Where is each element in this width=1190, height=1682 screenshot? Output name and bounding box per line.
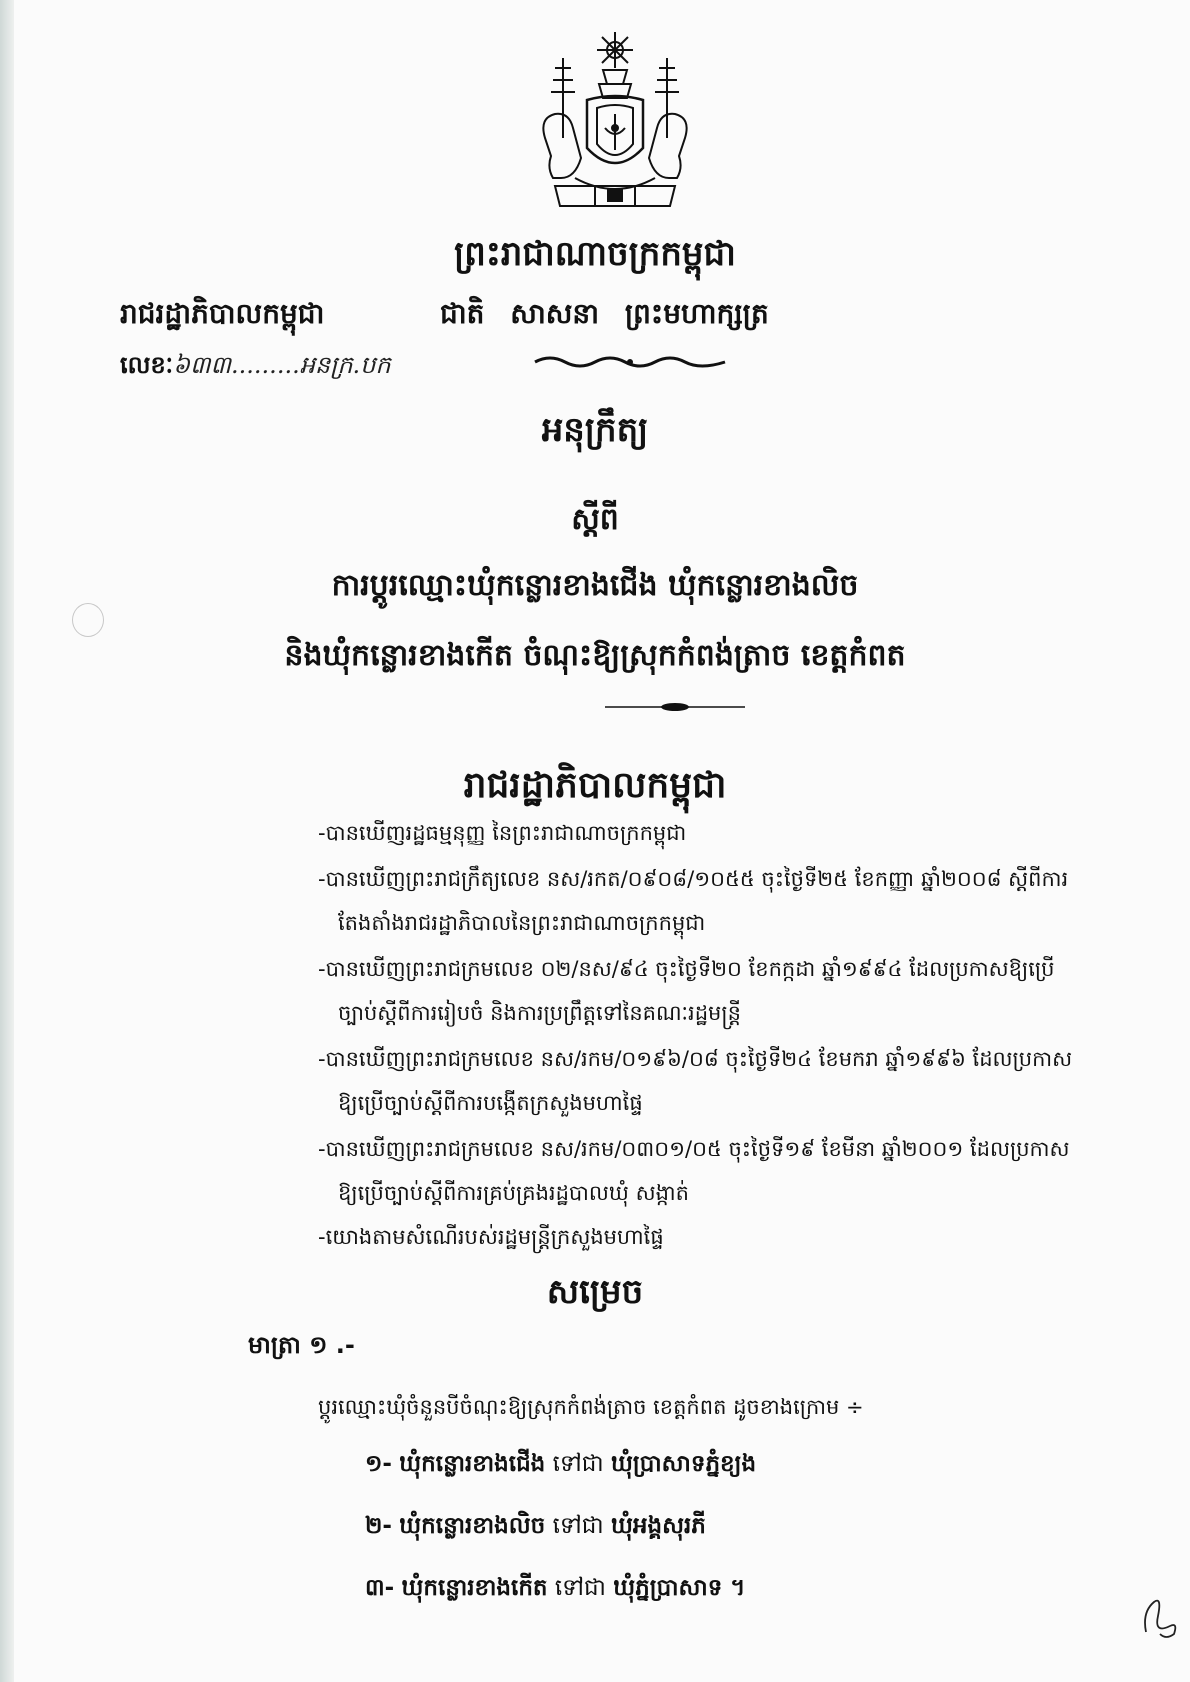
item-to: ទៅជា (552, 1513, 604, 1539)
kingdom-heading: ព្រះរាជាណាចក្រកម្ពុជា (454, 234, 736, 274)
visa-line: -យោងតាមសំណើរបស់រដ្ឋមន្ត្រីក្រសួងមហាផ្ទៃ (318, 1225, 664, 1249)
visa-line: -បានឃើញព្រះរាជក្រមលេខ ០២/នស/៩៤ ចុះថ្ងៃទី២០ ខែកក្កដា ឆ្នាំ១៩៩៤ ដែលប្រកាសឱ្យប្រើ (318, 957, 1055, 981)
visa-line-continued: ឱ្យប្រើច្បាប់ស្តីពីការបង្កើតក្រសួងមហាផ្ទៃ (338, 1091, 643, 1115)
motto-king: ព្រះមហាក្សត្រ (624, 297, 769, 330)
item-number: ២- (365, 1513, 392, 1539)
title-ornament-divider (605, 700, 745, 714)
visa-line: -បានឃើញរដ្ឋធម្មនុញ្ញ នៃព្រះរាជាណាចក្រកម្ពុជា (318, 821, 687, 845)
item-to: ទៅជា (554, 1575, 606, 1601)
item-number: ៣- (365, 1575, 395, 1601)
old-commune-name: ឃុំកន្លោរខាងកើត (401, 1575, 548, 1601)
government-header: រាជរដ្ឋាភិបាលកម្ពុជា (120, 297, 325, 330)
article-1-label: មាត្រា ១ .- (248, 1331, 355, 1359)
visa-line: -បានឃើញព្រះរាជក្រមលេខ នស/រកម/០១៩៦/០៨ ចុះថ្ងៃទី២៤ ខែមករា ឆ្នាំ១៩៩៦ ដែលប្រកាស (318, 1047, 1073, 1071)
rename-item (365, 1512, 706, 1545)
rename-item (365, 1574, 745, 1607)
visa-line-continued: ឱ្យប្រើច្បាប់ស្តីពីការគ្រប់គ្រងរដ្ឋបាលឃុំ សង្កាត់ (338, 1181, 689, 1205)
visa-line-continued: តែងតាំងរាជរដ្ឋាភិបាលនៃព្រះរាជាណាចក្រកម្ពុជា (338, 911, 706, 935)
item-to: ទៅជា (552, 1451, 604, 1477)
old-commune-name: ឃុំកន្លោរខាងជើង (399, 1451, 546, 1477)
subject-line-2: និងឃុំកន្លោរខាងកើត ចំណុះឱ្យស្រុកកំពង់ត្រាច ខេត្តកំពត (284, 638, 906, 673)
item-number: ១- (365, 1451, 392, 1477)
visa-line: -បានឃើញព្រះរាជក្រឹត្យលេខ នស/រកត/០៩០៨/១០៥៥ ចុះថ្ងៃទី២៥ ខែកញ្ញា ឆ្នាំ២០០៨ ស្តីពីការ (318, 867, 1069, 891)
motto-nation: ជាតិ (440, 297, 485, 330)
about-label: ស្តីពី (571, 502, 619, 537)
subject-line-1: ការប្តូរឈ្មោះឃុំកន្លោរខាងជើង ឃុំកន្លោរខាងលិច (331, 568, 859, 603)
handwritten-initials-signature (1140, 1582, 1180, 1642)
issuer-heading: រាជរដ្ឋាភិបាលកម្ពុជា (463, 765, 727, 806)
reference-value: ៦៣៣.........អនក្រ.បក (173, 351, 391, 379)
document-type-title: អនុក្រឹត្យ (541, 410, 649, 450)
motto-ornament-divider (530, 352, 730, 372)
royal-coat-of-arms-emblem (525, 28, 705, 218)
decision-heading: សម្រេច (546, 1272, 644, 1312)
reference-number (120, 350, 391, 385)
new-commune-name: ឃុំភ្នំប្រាសាទ ។ (613, 1575, 746, 1601)
reference-label: លេខៈ (120, 351, 174, 379)
visa-line: -បានឃើញព្រះរាជក្រមលេខ នស/រកម/០៣០១/០៥ ចុះថ្ងៃទី១៩ ខែមីនា ឆ្នាំ២០០១ ដែលប្រកាស (318, 1137, 1070, 1161)
motto-religion: សាសនា (510, 297, 600, 330)
old-commune-name: ឃុំកន្លោរខាងលិច (399, 1513, 546, 1539)
rename-item (365, 1450, 756, 1483)
article-1-intro: ប្តូរឈ្មោះឃុំចំនួនបីចំណុះឱ្យស្រុកកំពង់ត្រាច ខេត្តកំពត ដូចខាងក្រោម ÷ (318, 1395, 864, 1419)
new-commune-name: ឃុំប្រាសាទភ្នំខ្យង (611, 1451, 757, 1477)
visa-line-continued: ច្បាប់ស្តីពីការរៀបចំ និងការប្រព្រឹត្តទៅនៃគណៈរដ្ឋមន្ត្រី (338, 1001, 741, 1025)
national-motto (440, 296, 769, 337)
new-commune-name: ឃុំអង្គសុរភី (611, 1513, 706, 1539)
